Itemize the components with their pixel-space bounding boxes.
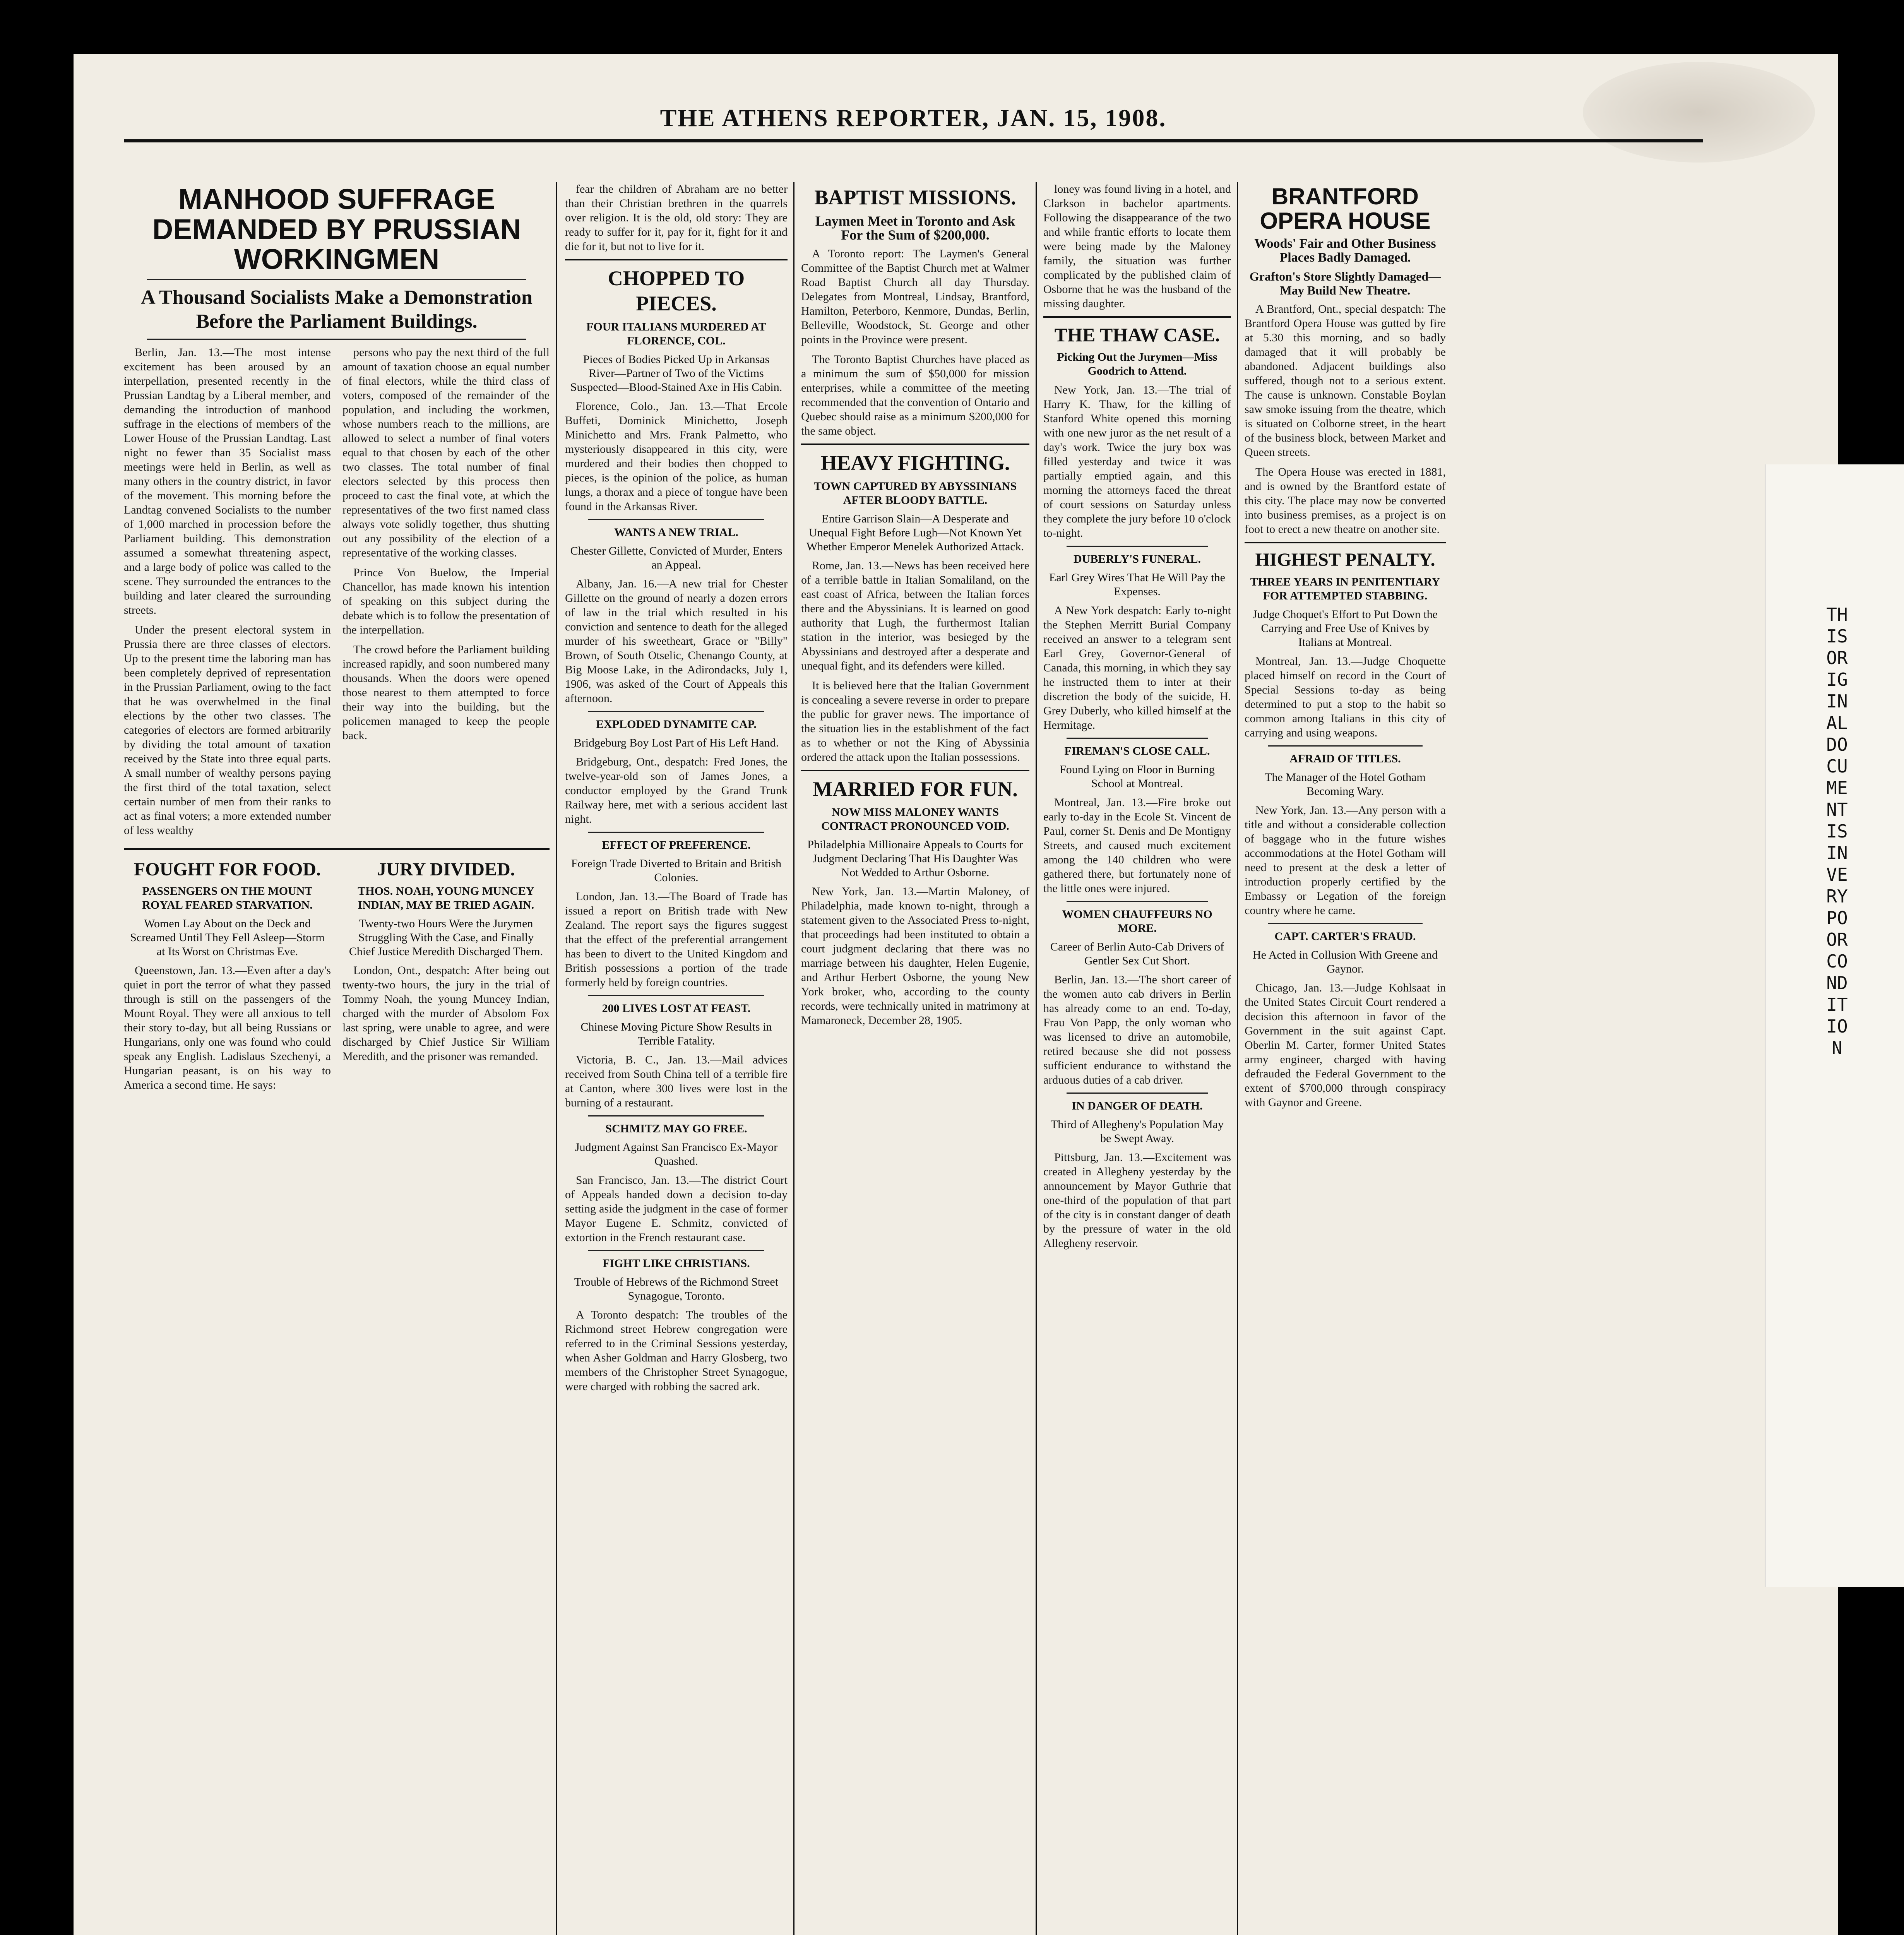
story-body: Queenstown, Jan. 13.—Even after a day's quiet in port the terror of what they passed through is still on the passengers of the Mount Royal. They were all anxious to tell their story to-day, but all being Russians or Hungarians, only one was found who could speak any English. Ladislaus Szechenyi, a Hungarian peasant, is on his way to America a second time. He says: bbox=[124, 964, 331, 1092]
divider bbox=[588, 832, 764, 833]
story-headline: WANTS A NEW TRIAL. bbox=[614, 526, 738, 539]
divider bbox=[147, 339, 526, 340]
story-body: The Toronto Baptist Churches have placed as a minimum the sum of $50,000 for mission enterprises, while a committee of the meeting recommended that the convention of Ontario and Quebec should raise as a minimum $200,000 for the same object. bbox=[801, 353, 1029, 437]
story-headline: BAPTIST MISSIONS. bbox=[814, 186, 1016, 209]
divider bbox=[588, 711, 764, 712]
story-headline: FIREMAN'S CLOSE CALL. bbox=[1064, 745, 1210, 757]
jury-divided-story bbox=[342, 855, 550, 1098]
column-5 bbox=[1245, 182, 1446, 1935]
condition-notice: THIS ORIGINAL DOCUMENT IS IN VERY POOR CONDITION bbox=[1826, 604, 1848, 1058]
lead-paragraph: The crowd before the Parliament building increased rapidly, and soon numbered many thousands. When the doors were opened those nearest to them attempted to force their way into the building, but the policemen managed to keep the people back. bbox=[342, 643, 550, 742]
story-body: A Toronto despatch: The troubles of the Richmond street Hebrew congregation were referred to in the Criminal Sessions yesterday, when Asher Goldman and Harry Glosberg, two members of the Christopher Street Synagogue, were charged with robbing the sacred ark. bbox=[565, 1308, 788, 1393]
divider bbox=[1268, 745, 1423, 747]
lead-paragraph: Berlin, Jan. 13.—The most intense excitement has been aroused by an interpellation, presented recently in the Prussian Landtag by a Liberal member, and demanding the introduction of manhood suffrage in the elections of members of the Lower House of the Prussian Landtag. Last night no fewer than 35 Socialist mass meetings were held in Berlin, as well as many others in the country district, in favor of the movement. This morning before the Landtag convened Socialists to the number of 1,000 marched in procession before the Parliament building. This demonstration assumed a somewhat threatening aspect, and a large body of police was called to the scene. They surrounded the entrances to the building and later cleared the surrounding streets. bbox=[124, 346, 331, 616]
story-body: Pittsburg, Jan. 13.—Excitement was created in Allegheny yesterday by the announcement by Mayor Guthrie that one-third of the population of that part of the city is in constant danger of death by the pressure of water in the old Allegheny reservoir. bbox=[1043, 1151, 1231, 1250]
column-rule bbox=[1237, 182, 1238, 1935]
divider bbox=[565, 259, 788, 260]
story-deck: The Manager of the Hotel Gotham Becoming Wary. bbox=[1265, 771, 1426, 798]
story-headline: HIGHEST PENALTY. bbox=[1255, 550, 1435, 570]
story-body: Montreal, Jan. 13.—Judge Choquette placed himself on record in the Court of Special Sessions to-day as being determined to put a stop to the habit so common among Italians in this city of carrying and using weapons. bbox=[1245, 654, 1446, 739]
story-deck: Picking Out the Jurymen—Miss Goodrich to Attend. bbox=[1057, 351, 1217, 377]
story-subhead: FOUR ITALIANS MURDERED AT FLORENCE, COL. bbox=[586, 320, 766, 347]
story-headline: CHOPPED TO PIECES. bbox=[608, 267, 745, 315]
story-body: New York, Jan. 13.—The trial of Harry K. Thaw, for the killing of Stanford White opened this morning with one new juror as the net result of a day's work. Twice the jury box was filled yesterday and twice it was partially emptied again, and this morning the attorneys faced the threat of court sessions on Saturday unless they complete the jury before 10 o'clock to-night. bbox=[1043, 384, 1231, 539]
story-deck: Judge Choquet's Effort to Put Down the Carrying and Free Use of Knives by Italians at Montreal. bbox=[1252, 608, 1438, 649]
continued-text: fear the children of Abraham are no better than their Christian brethren in the quarrels over religion. It is the old, old story: They are ready to suffer for it, pay for it, fight for it and die for it, but not to live for it. bbox=[565, 183, 788, 253]
column-4 bbox=[1043, 182, 1231, 1935]
masthead: THE ATHENS REPORTER, JAN. 15, 1908. bbox=[660, 104, 1167, 132]
divider bbox=[1043, 316, 1231, 318]
story-deck: Career of Berlin Auto-Cab Drivers of Gentler Sex Cut Short. bbox=[1050, 940, 1224, 967]
column-rule bbox=[793, 182, 794, 1935]
story-deck: Woods' Fair and Other Business Places Badly Damaged. bbox=[1254, 236, 1436, 265]
story-subhead: NOW MISS MALONEY WANTS CONTRACT PRONOUNCED VOID. bbox=[821, 806, 1009, 833]
story-headline: FOUGHT FOR FOOD. bbox=[134, 859, 321, 880]
story-headline: AFRAID OF TITLES. bbox=[1289, 752, 1401, 765]
lead-paragraph: Under the present electoral system in Prussia there are three classes of electors. Up to the present time the laboring man has been completely deprived of representation in the Prussian Parliament, owing to the fact that he was overwhelmed in the final elections by the other two classes. The categories of electors are formed arbitrarily by dividing the total amount of taxation received by the State into three equal parts. A small number of wealthy persons paying the first third of the total taxation, select certain number of men from their ranks to act as final voters; a more extended number of less wealthy bbox=[124, 623, 331, 837]
divider bbox=[1067, 1093, 1208, 1094]
story-deck: Trouble of Hebrews of the Richmond Street Synagogue, Toronto. bbox=[574, 1275, 779, 1302]
story-headline: CAPT. CARTER'S FRAUD. bbox=[1274, 930, 1416, 943]
fought-for-food-story bbox=[124, 855, 331, 1098]
column-2 bbox=[565, 182, 788, 1935]
story-subhead: TOWN CAPTURED BY ABYSSINIANS AFTER BLOODY BATTLE. bbox=[813, 479, 1017, 507]
divider bbox=[801, 444, 1029, 445]
column-rule bbox=[1036, 182, 1037, 1935]
story-body: Montreal, Jan. 13.—Fire broke out early to-day in the Ecole St. Vincent de Paul, corner St. Denis and De Montigny Streets, and caused much excitement among the 140 children who were gathered there, but fortunately none of the little ones were injured. bbox=[1043, 796, 1231, 895]
divider bbox=[588, 1115, 764, 1116]
divider bbox=[588, 995, 764, 996]
lead-story-body bbox=[124, 345, 550, 843]
story-headline: IN DANGER OF DEATH. bbox=[1072, 1099, 1203, 1112]
lead-headline: MANHOOD SUFFRAGE DEMANDED BY PRUSSIAN WORKINGMEN bbox=[152, 183, 521, 276]
lead-story-column bbox=[124, 182, 550, 1935]
story-deck: Twenty-two Hours Were the Jurymen Struggling With the Case, and Finally Chief Justice Meredith Discharged Them. bbox=[349, 917, 543, 958]
divider bbox=[1067, 546, 1208, 547]
story-headline: FIGHT LIKE CHRISTIANS. bbox=[603, 1257, 750, 1270]
story-headline: HEAVY FIGHTING. bbox=[820, 451, 1010, 474]
story-deck: Chester Gillette, Convicted of Murder, Enters an Appeal. bbox=[570, 544, 782, 571]
story-body: Rome, Jan. 13.—News has been received here of a terrible battle in Italian Somaliland, on the east coast of Africa, between the Italian forces there and the Abyssinians. It is learned on good authority that Lugh, the furthermost Italian station in the interior, was besieged by the Abyssinians and destroyed after a desperate and unequal fight, and its defenders were killed. bbox=[801, 559, 1029, 672]
divider bbox=[1268, 923, 1423, 924]
story-body: Bridgeburg, Ont., despatch: Fred Jones, the twelve-year-old son of James Jones, a conductor employed by the Grand Trunk Railway here, met with a serious accident last night. bbox=[565, 755, 788, 825]
column-rule bbox=[556, 182, 557, 1935]
story-deck: Chinese Moving Picture Show Results in Terrible Fatality. bbox=[580, 1020, 772, 1047]
story-body: Albany, Jan. 16.—A new trial for Chester Gillette on the ground of nearly a dozen errors of law in the trial which resulted in his conviction and sentence to death for the alleged murder of his sweetheart, Grace or "Billy" Brown, of South Otselic, Chenango County, at Big Moose Lake, in the Adirondacks, July 1, 1906, was asked of the Court of Appeals this afternoon. bbox=[565, 577, 788, 705]
story-body: A New York despatch: Early to-night the Stephen Merritt Burial Company received an answer to a telegram sent Earl Grey, Governor-General of Canada, this morning, in which they say he instructed them to inter at their discretion the body of the suicide, H. Grey Duberly, who killed himself at the Hermitage. bbox=[1043, 604, 1231, 731]
story-body: A Toronto report: The Laymen's General Committee of the Baptist Church met at Walmer Road Baptist Church all day Thursday. Delegates from Montreal, Lindsay, Brantford, Hamilton, Peterboro, Kenmore, Dundas, Berlin, Belleville, Woodstock, St. George and other points in the Province were present. bbox=[801, 247, 1029, 346]
story-body: San Francisco, Jan. 13.—The district Court of Appeals handed down a decision to-day setting aside the judgment in the case of former Mayor Eugene E. Schmitz, convicted of extortion in the French restaurant case. bbox=[565, 1173, 788, 1244]
divider bbox=[588, 1250, 764, 1251]
story-deck: Judgment Against San Francisco Ex-Mayor Quashed. bbox=[575, 1140, 778, 1168]
story-deck: He Acted in Collusion With Greene and Gaynor. bbox=[1252, 948, 1438, 975]
story-body: Chicago, Jan. 13.—Judge Kohlsaat in the United States Circuit Court rendered a decision this afternoon in favor of the Government in the suit against Capt. Oberlin M. Carter, former United States army engineer, charged with having defrauded the Federal Government to the extent of $700,000 through conspiracy with Gaynor and Greene. bbox=[1245, 981, 1446, 1109]
lead-paragraph: persons who pay the next third of the full amount of taxation choose an equal number of final electors, while the third class of voters, composed of the remainder of the population, and including the workmen, whose numbers reach to the millions, are allowed to select a number of final voters equal to that chosen by each of the other two classes. The total number of final electors selected by this process then proceed to cast the final vote, at which the representatives of the two first named class always vote solidly together, thus shutting out any possibility of the election of a representative of the working classes. bbox=[342, 346, 550, 559]
divider bbox=[801, 770, 1029, 771]
masthead-rule bbox=[124, 139, 1703, 142]
divider bbox=[1245, 542, 1446, 543]
story-deck: Earl Grey Wires That He Will Pay the Expenses. bbox=[1049, 571, 1225, 598]
lead-subhead: A Thousand Socialists Make a Demonstration Before the Parliament Buildings. bbox=[141, 286, 533, 333]
story-headline: EFFECT OF PREFERENCE. bbox=[602, 838, 751, 851]
story-headline: SCHMITZ MAY GO FREE. bbox=[605, 1122, 747, 1135]
story-headline: 200 LIVES LOST AT FEAST. bbox=[602, 1002, 751, 1015]
story-body: New York, Jan. 13.—Any person with a title and without a considerable collection of baggage who in the future wishes accommodations at the Hotel Gotham will need to present at the desk a letter of introduction properly certified by the Embassy or Legation of the foreign country where he came. bbox=[1245, 803, 1446, 917]
story-deck: Bridgeburg Boy Lost Part of His Left Hand. bbox=[574, 736, 779, 749]
story-body: London, Jan. 13.—The Board of Trade has issued a report on British trade with New Zealand. The report says the figures suggest that the effect of the preferential arrangement has been to divert to the United Kingdom and British possessions a portion of the trade formerly held by foreign countries. bbox=[565, 890, 788, 989]
story-headline: WOMEN CHAUFFEURS NO MORE. bbox=[1062, 908, 1212, 935]
story-deck: Third of Allegheny's Population May be Swept Away. bbox=[1050, 1118, 1224, 1145]
story-headline: MARRIED FOR FUN. bbox=[813, 777, 1018, 801]
story-body: Victoria, B. C., Jan. 13.—Mail advices received from South China tell of a terrible fire at Canton, where 300 lives were lost in the burning of a restaurant. bbox=[565, 1053, 788, 1109]
lower-stories bbox=[124, 855, 550, 1098]
story-body: Berlin, Jan. 13.—The short career of the women auto cab drivers in Berlin has already come to an end. To-day, Frau Von Papp, the only woman who was licensed to drive an automobile, retired because she did not possess sufficient endurance to withstand the arduous duties of a cab driver. bbox=[1043, 973, 1231, 1086]
divider bbox=[124, 848, 550, 850]
story-headline: THE THAW CASE. bbox=[1054, 324, 1220, 346]
story-body: The Opera House was erected in 1881, and is owned by the Brantford estate of this city. The place may now be converted into business premises, as a project is on foot to erect a new theatre on another site. bbox=[1245, 466, 1446, 536]
divider bbox=[588, 519, 764, 520]
divider bbox=[1067, 738, 1208, 739]
continued-text: loney was found living in a hotel, and Clarkson in bachelor apartments. Following the disappearance of the two and while frantic efforts to locate them were being made by the Maloney family, the situation was further complicated by the published claim of Osborne that he was the husband of the missing daughter. bbox=[1043, 183, 1231, 310]
lead-paragraph: Prince Von Buelow, the Imperial Chancellor, has made known his intention of speaking on this subject during the debate which is to follow the presentation of the interpellation. bbox=[342, 566, 550, 636]
divider bbox=[1067, 901, 1208, 902]
story-body: A Brantford, Ont., special despatch: The Brantford Opera House was gutted by fire at 5.30 this morning, and so badly damaged that it will probably be abandoned. Adjacent buildings also suffered, though not to a serious extent. The cause is unknown. Constable Boylan saw smoke issuing from the theatre, which is situated on Colborne street, in the heart of the business block, between Market and Queen streets. bbox=[1245, 303, 1446, 459]
story-deck: Foreign Trade Diverted to Britain and British Colonies. bbox=[571, 857, 782, 884]
story-body: Florence, Colo., Jan. 13.—That Ercole Buffeti, Dominick Minichetto, Joseph Minichetto and Mrs. Frank Palmetto, who mysteriously disappeared in this city, were murdered and their bodies then chopped to pieces, is the opinion of the police, as human lungs, a thorax and a piece of tongue have been found in the Arkansas River. bbox=[565, 399, 788, 513]
story-deck: Pieces of Bodies Picked Up in Arkansas River—Partner of Two of the Victims Suspected—Blood-Stained Axe in His Cabin. bbox=[570, 353, 782, 394]
story-body: London, Ont., despatch: After being out twenty-two hours, the jury in the trial of Tommy Noah, the young Muncey Indian, charged with the murder of Absolom Fox last spring, were unable to agree, and were discharged by Chief Justice Sir William Meredith, and the prisoner was remanded. bbox=[342, 964, 550, 1063]
story-subhead: THOS. NOAH, YOUNG MUNCEY INDIAN, MAY BE TRIED AGAIN. bbox=[358, 885, 534, 912]
story-headline: JURY DIVIDED. bbox=[377, 859, 515, 880]
story-body: It is believed here that the Italian Government is concealing a severe reverse in order to prepare the public for graver news. The importance of the situation lies in the establishment of the fact as to whether or not the King of Abyssinia ordered the attack upon the Italian possessions. bbox=[801, 679, 1029, 764]
story-deck: Philadelphia Millionaire Appeals to Courts for Judgment Declaring That His Daughter Was Not Wedded to Arthur Osborne. bbox=[807, 838, 1023, 879]
divider bbox=[147, 279, 526, 280]
story-deck: Laymen Meet in Toronto and Ask For the Sum of $200,000. bbox=[815, 213, 1015, 243]
paper-stain bbox=[1583, 62, 1815, 163]
story-body: New York, Jan. 13.—Martin Maloney, of Philadelphia, made known to-night, through a statement given to the Associated Press to-night, that proceedings had been instituted to obtain a court judgment declaring that there was no marriage between his daughter, Helen Eugenie, and Arthur Herbert Osborne, the young New York broker, who, according to the county records, were technically united in matrimony at Mamaroneck, December 28, 1905. bbox=[801, 885, 1029, 1027]
story-headline: BRANTFORD OPERA HOUSE bbox=[1260, 183, 1431, 234]
story-deck: Grafton's Store Slightly Damaged—May Build New Theatre. bbox=[1249, 269, 1441, 297]
story-deck: Women Lay About on the Deck and Screamed Until They Fell Asleep—Storm at Its Worst on Christmas Eve. bbox=[130, 917, 325, 958]
column-3 bbox=[801, 182, 1029, 1935]
story-headline: DUBERLY'S FUNERAL. bbox=[1074, 553, 1201, 565]
story-subhead: PASSENGERS ON THE MOUNT ROYAL FEARED STARVATION. bbox=[142, 885, 313, 912]
story-deck: Found Lying on Floor in Burning School at Montreal. bbox=[1060, 763, 1215, 790]
story-headline: EXPLODED DYNAMITE CAP. bbox=[596, 717, 757, 731]
condition-notice-strip bbox=[1765, 464, 1904, 1587]
story-subhead: THREE YEARS IN PENITENTIARY FOR ATTEMPTED STABBING. bbox=[1250, 575, 1440, 602]
story-deck: Entire Garrison Slain—A Desperate and Unequal Fight Before Lugh—Not Known Yet Whether Emperor Menelek Authorized Attack. bbox=[806, 512, 1024, 553]
